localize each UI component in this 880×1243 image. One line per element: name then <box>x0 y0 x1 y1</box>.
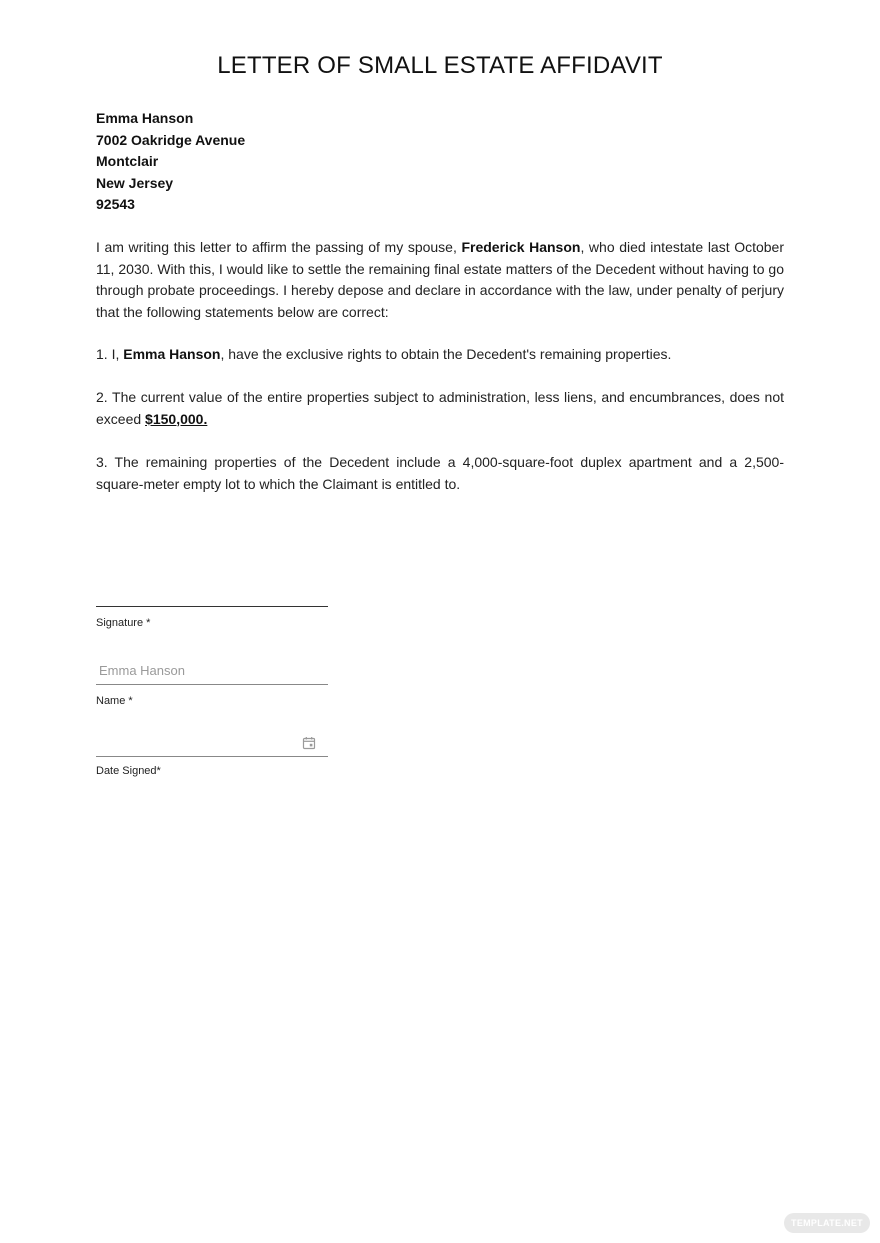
statement-3: 3. The remaining properties of the Decedent include a 4,000-square-foot duplex apartment and a 2,500-square-meter empty lot to which the Claimant is entitled to. <box>96 454 784 492</box>
intro-text-end: , who died intestate last October 11, 2030. With this, I would like to settle the remaining final estate matters of the Decedent without having to go through probate proceedings. I hereby depose and declare in accordance with the law, under penalty of perjury that the following statements below are correct: <box>96 239 785 320</box>
statement-1 <box>96 344 784 366</box>
claimant-name: Emma Hanson <box>123 346 221 362</box>
statement-1-start: 1. I, <box>96 346 124 362</box>
name-label: Name * <box>96 695 133 707</box>
sender-zip: 92543 <box>96 196 135 212</box>
signature-line[interactable] <box>96 606 328 607</box>
deceased-name: Frederick Hanson <box>461 239 581 255</box>
statement-1-end: , have the exclusive rights to obtain the Decedent's remaining properties. <box>220 346 672 362</box>
date-signed-input[interactable] <box>96 728 328 757</box>
date-signed-label: Date Signed* <box>96 765 161 777</box>
sender-address-block <box>96 108 245 216</box>
estate-value-amount: $150,000. <box>145 410 208 427</box>
sender-state: New Jersey <box>96 174 174 191</box>
watermark-badge: TEMPLATE.NET <box>784 1213 870 1233</box>
intro-paragraph <box>96 237 784 323</box>
statement-2-text: 2. The current value of the entire properties subject to administration, less liens, and encumbrances, does not exceed <box>96 389 784 427</box>
sender-street: 7002 Oakridge Avenue <box>96 131 246 148</box>
sender-name: Emma Hanson <box>96 110 194 126</box>
document-title: LETTER OF SMALL ESTATE AFFIDAVIT <box>217 52 663 79</box>
intro-text-start: I am writing this letter to affirm the passing of my spouse, <box>96 239 462 255</box>
name-input[interactable] <box>96 656 328 685</box>
sender-city: Montclair <box>96 153 159 169</box>
signature-label: Signature * <box>96 617 151 629</box>
statement-2 <box>96 387 784 430</box>
calendar-icon[interactable] <box>302 736 316 750</box>
